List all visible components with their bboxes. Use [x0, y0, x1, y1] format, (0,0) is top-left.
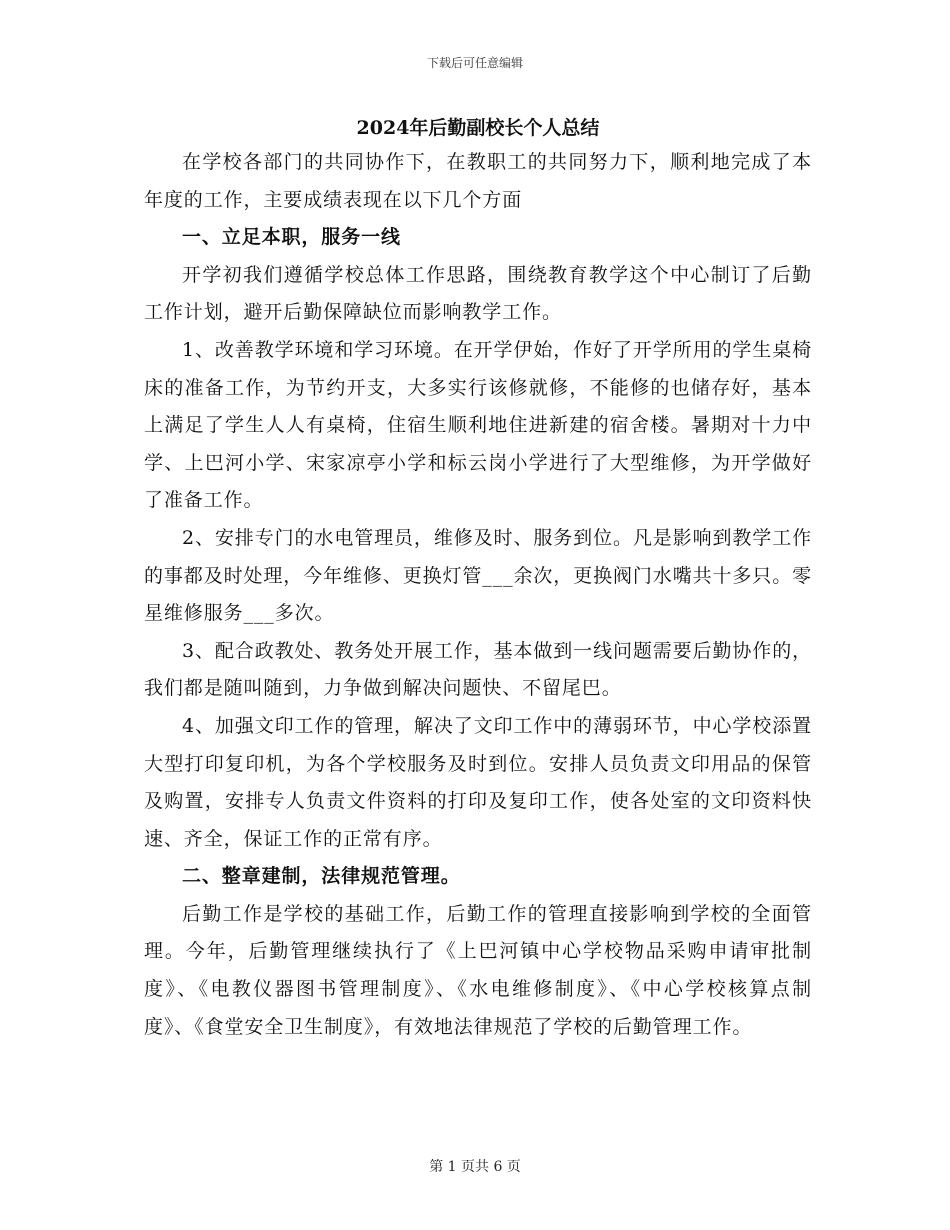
section-heading-2: 二、整章建制，法律规范管理。 — [182, 865, 461, 888]
paragraph: 1、改善教学环境和学习环境。在开学伊始，作好了开学所用的学生桌椅床的准备工作，为节约开支，大多实行该修就修，不能修的也储存好，基本上满足了学生人人有桌椅，住宿生顺利地住进新建的宿舍楼。暑期对十力中学、上巴河小学、宋家凉亭小学和标云岗小学进行了大型维修，为开学做好了准备工作。 — [144, 338, 812, 512]
document-body — [144, 112, 812, 1046]
paragraph: 3、配合政教处、教务处开展工作，基本做到一线问题需要后勤协作的，我们都是随叫随到，力争做到解决问题快、不留尾巴。 — [144, 639, 812, 700]
document-title: 2024年后勤副校长个人总结 — [356, 117, 600, 139]
paragraph: 4、加强文印工作的管理，解决了文印工作中的薄弱环节，中心学校添置大型打印复印机，为各个学校服务及时到位。安排人员负责文印用品的保管及购置，安排专人负责文件资料的打印及复印工作，使各处室的文印资料快速、齐全，保证工作的正常有序。 — [144, 714, 812, 850]
paragraph: 开学初我们遵循学校总体工作思路，围绕教育教学这个中心制订了后勤工作计划，避开后勤保障缺位而影响教学工作。 — [144, 263, 812, 324]
intro-paragraph: 在学校各部门的共同协作下，在教职工的共同努力下，顺利地完成了本年度的工作，主要成绩表现在以下几个方面 — [144, 151, 812, 211]
header-note: 下载后可任意编辑 — [426, 56, 523, 70]
paragraph: 2、安排专门的水电管理员，维修及时、服务到位。凡是影响到教学工作的事都及时处理，今年维修、更换灯管___余次，更换阀门水嘴共十多只。零星维修服务___多次。 — [144, 526, 813, 625]
page-number: 第 1 页共 6 页 — [429, 1159, 521, 1175]
section-heading-1: 一、立足本职，服务一线 — [182, 226, 401, 249]
paragraph: 后勤工作是学校的基础工作，后勤工作的管理直接影响到学校的全面管理。今年，后勤管理继续执行了《上巴河镇中心学校物品采购申请审批制度》、《电教仪器图书管理制度》、《水电维修制度》、《中心学校核算点制度》、《食堂安全卫生制度》，有效地法律规范了学校的后勤管理工作。 — [144, 902, 812, 1038]
